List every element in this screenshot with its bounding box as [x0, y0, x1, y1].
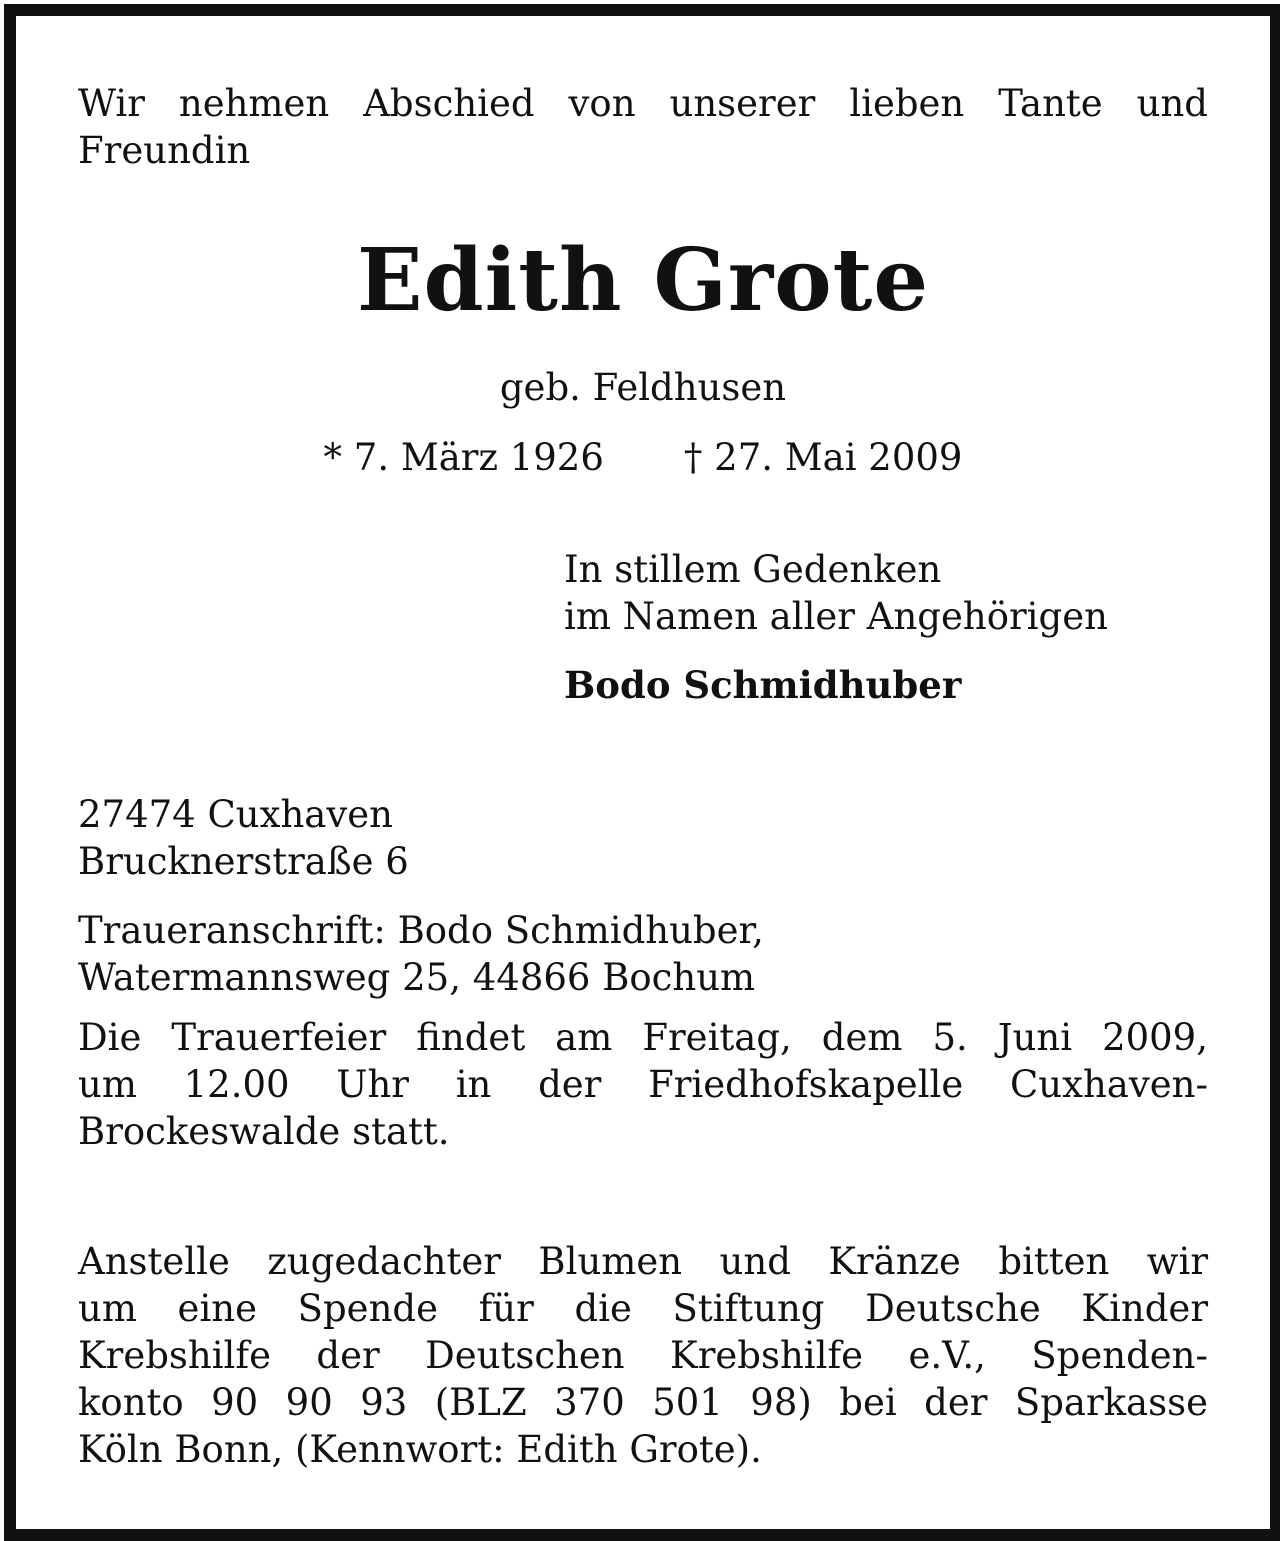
intro-text — [78, 80, 1208, 174]
donation-line-1: Anstelle zugedachter Blumen und Kränze bitten wir — [78, 1240, 1208, 1283]
donation-line-4: konto 90 90 93 (BLZ 370 501 98) bei der Sparkasse — [78, 1381, 1208, 1424]
memorial-text — [564, 546, 1108, 640]
birth-date: * 7. März 1926 — [323, 436, 604, 479]
obituary-content — [78, 16, 1208, 1529]
intro-line-1: Wir nehmen Abschied von unserer lieben Tante und — [78, 82, 1208, 125]
donation-line-3: Krebshilfe der Deutschen Krebshilfe e.V., Spenden- — [78, 1334, 1208, 1377]
memorial-line-2: im Namen aller Angehörigen — [564, 595, 1108, 638]
mourning-address — [78, 907, 1208, 1001]
address-line-1: 27474 Cuxhaven — [78, 793, 393, 836]
mourning-address-line-2: Watermannsweg 25, 44866 Bochum — [78, 956, 756, 999]
death-date: † 27. Mai 2009 — [683, 436, 963, 479]
service-line-2: um 12.00 Uhr in der Friedhofskapelle Cuxhaven- — [78, 1063, 1208, 1106]
address-line-2: Brucknerstraße 6 — [78, 840, 409, 883]
intro-line-2: Freundin — [78, 129, 251, 172]
signer-name: Bodo Schmidhuber — [564, 663, 962, 707]
life-dates — [78, 434, 1208, 482]
obituary-frame — [4, 4, 1280, 1541]
funeral-service-info — [78, 1014, 1208, 1155]
service-line-1: Die Trauerfeier findet am Freitag, dem 5. Juni 2009, — [78, 1016, 1208, 1059]
donation-line-2: um eine Spende für die Stiftung Deutsche Kinder — [78, 1287, 1208, 1330]
maiden-name: geb. Feldhusen — [499, 366, 787, 409]
service-line-3: Brockeswalde statt. — [78, 1110, 450, 1153]
deceased-name: Edith Grote — [356, 230, 930, 331]
memorial-line-1: In stillem Gedenken — [564, 548, 942, 591]
donation-line-5: Köln Bonn, (Kennwort: Edith Grote). — [78, 1428, 762, 1471]
donation-request — [78, 1238, 1208, 1473]
mourning-address-line-1: Traueranschrift: Bodo Schmidhuber, — [78, 909, 764, 952]
deceased-address — [78, 791, 1208, 885]
